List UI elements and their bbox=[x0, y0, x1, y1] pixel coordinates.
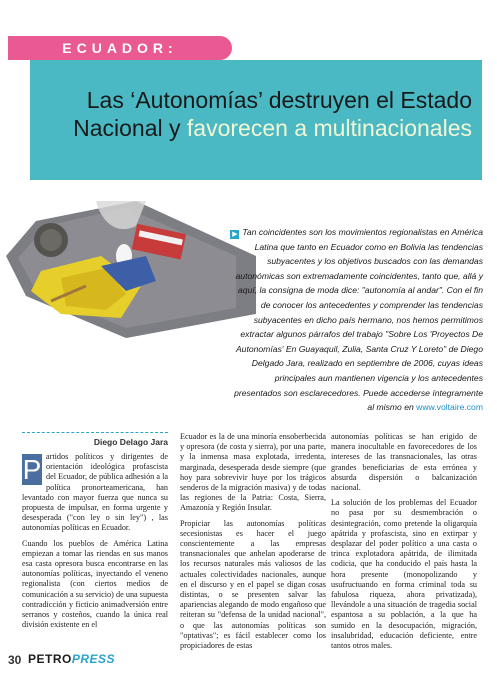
article-photo bbox=[6, 196, 256, 338]
author-divider bbox=[22, 432, 168, 433]
drop-cap: P bbox=[22, 454, 42, 485]
column-1 bbox=[22, 452, 168, 635]
paragraph: Propiciar las autonomías políticas secesionistas es hacer el juego conscientemente a las empresas transnacionales que anhelan apoderarse de los recursos naturales más valiosos de las actuales colectividades nacionales, aunque en el discurso y en el papel se digan cosas distintas, o se presenten salvar las apariencias alegando de modo engañoso que reiteran su "defensa de la unidad nacional", o que las autonomías políticas son "optativas"; es fácil establecer como los propiciadores de estas bbox=[180, 518, 326, 651]
brand-petro: PETRO bbox=[28, 652, 72, 666]
paragraph: La solución de los problemas del Ecuador no pasa por su desmembración o desintegración, como pretende la oligarquía apátrida y profascista, sino en extirpar y desplazar del poder político a una casta o trinca explotadora apátrida, de ilimitada codicia, que ha conducido el país hasta la hora presente (monopolizando y usufructuando en forma criminal toda su fabulosa riqueza, ahora privatizada), llevándole a una situación de tragedia social espantosa a su población, a la que ha sumido en la desocupación, migración, insalubridad, educación deficiente, entre tantos otros males. bbox=[331, 498, 477, 651]
column-2 bbox=[180, 432, 326, 656]
paragraph bbox=[22, 452, 168, 534]
brand-press: PRESS bbox=[71, 652, 116, 666]
paragraph: Ecuador es la de una minoría ensoberbecida y opresora (de costa y sierra), por una parte, y la inmensa masa explotada, irredenta, marginada, desesperada desde siempre (que hoy para sobrevivir huye por los trágicos senderos de la migración masiva) y de todas las regiones de la Patria: Costa, Sierra, Amazonía y Región Insular. bbox=[180, 432, 326, 513]
column-3 bbox=[331, 432, 477, 656]
section-kicker: ECUADOR: bbox=[62, 40, 178, 56]
article-title bbox=[52, 86, 472, 142]
intro-text: Tan coincidentes son los movimientos regionalistas en América Latina que tanto en Ecuador como en Bolivia las tendencias subyacentes y los objetivos buscados con las demandas autonómicas son extremadamente coincidentes, tanto que, allá y aquí, la consigna de moda dice: "autonomía al andar". Con el fin de conocer los antecedentes y comprender las tendencias subyacentes en dicho país hermano, nos hemos permitimos extractar algunos párrafos del trabajo "Sobre Los 'Proyectos De Autonomías' En Guayaquil, Zulia, Santa Cruz Y Loreto" de Diego Delgado Jara, realizado en septiembre de 2006, cuyas ideas principales aun mantienen vigencia y los antecedentes presentados son esclarecedores. Puede accederse íntegramente al mismo en bbox=[234, 227, 483, 413]
title-highlight: favorecen a multinacionales bbox=[186, 115, 472, 141]
author-byline: Diego Delago Jara bbox=[93, 437, 168, 447]
page-number: 30 bbox=[8, 653, 22, 667]
publication-brand bbox=[28, 652, 115, 666]
paragraph-text: artidos políticos y dirigentes de orientación ideológica profascista del Ecuador, de pública adhesión a la política pronorteamericana, han levantado con mayor fuerza que nunca su propuesta de impulsar, en forma urgente y desesperada ("con ley o sin ley") , las autonomías políticas en Ecuador. bbox=[22, 452, 168, 533]
intro-summary bbox=[228, 225, 483, 415]
paragraph: autonomías políticas se han erigido de manera inocultable en favorecedores de los intereses de las transnacionales, las otras grandes beneficiarias de esta errónea y absurda dispersión o balcanización nacional. bbox=[331, 432, 477, 493]
source-link[interactable]: www.voltaire.com bbox=[416, 402, 483, 413]
paragraph: Cuando los pueblos de América Latina empiezan a tomar las riendas en sus manos esa casta opresora busca encontrarse en las autonomías políticas, inyectando el veneno regionalista (con ciertos medios de comunicación a su servicio) de una supuesta contradicción y ficticio animadversión entre serranos y costeños, cuando la única real división existente en el bbox=[22, 538, 168, 630]
title-main: Las ‘Autonomías’ destruyen el Estado Nacional y bbox=[73, 87, 472, 141]
triangle-arrow-icon: ▶ bbox=[232, 231, 238, 238]
